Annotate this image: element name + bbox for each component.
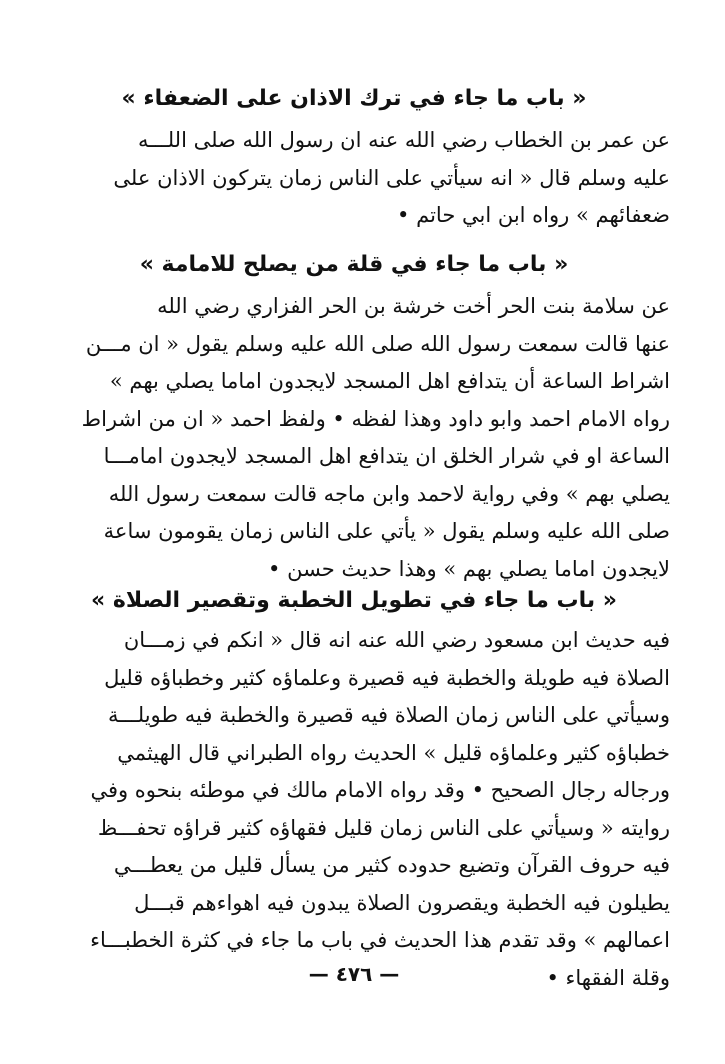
section-paragraph	[38, 122, 670, 235]
text-line: الصلاة فيه طويلة والخطبة فيه قصيرة وعلماؤه كثير وخطباؤه قليل	[104, 665, 670, 690]
text-line: اشراط الساعة أن يتدافع اهل المسجد لايجدون اماما يصلي بهم »	[109, 369, 670, 393]
text-line: وقلة الفقهاء •	[546, 965, 670, 990]
section-paragraph	[38, 288, 670, 588]
book-page	[38, 0, 670, 1064]
text-line: روايته « وسيأتي على الناس زمان قليل فقهاؤه كثير قراؤه تحفـــظ	[97, 815, 670, 840]
text-line: صلى الله عليه وسلم يقول « يأتي على الناس زمان يقومون ساعة	[103, 519, 670, 543]
text-line: عليه وسلم قال « انه سيأتي على الناس زمان يتركون الاذان على	[113, 165, 670, 190]
text-line: الساعة او في شرار الخلق ان يتدافع اهل المسجد لايجدون امامـــا	[103, 444, 670, 468]
text-line: يصلي بهم » وفي رواية لاحمد وابن ماجه قالت سمعت رسول الله	[108, 481, 670, 506]
page-number: — ٤٧٦ —	[308, 962, 400, 986]
text-line: اعمالهم » وقد تقدم هذا الحديث في باب ما جاء في كثرة الخطبـــاء	[90, 928, 670, 952]
section-heading: « باب ما جاء في ترك الاذان على الضعفاء »	[121, 86, 587, 111]
text-line: رواه الامام احمد وابو داود وهذا لفظه • ولفظ احمد « ان من اشراط	[81, 406, 670, 431]
text-line: يطيلون فيه الخطبة ويقصرون الصلاة يبدون فيه اهواءهم قبـــل	[134, 890, 670, 915]
text-line: عن سلامة بنت الحر أخت خرشة بن الحر الفزاري رضي الله	[157, 294, 670, 318]
text-line: ورجاله رجال الصحيح • وقد رواه الامام مالك في موطئه بنحوه وفي	[90, 778, 670, 802]
text-line: وسيأتي على الناس زمان الصلاة فيه قصيرة والخطبة فيه طويلـــة	[108, 703, 670, 727]
text-line: خطباؤه كثير وعلماؤه قليل » الحديث رواه الطبراني قال الهيثمي	[117, 740, 670, 765]
text-line: عن عمر بن الخطاب رضي الله عنه ان رسول الله صلى اللـــه	[138, 128, 670, 152]
text-line: فيه حروف القرآن وتضيع حدوده كثير من يسأل قليل من يعطـــي	[113, 853, 670, 877]
text-line: عنها قالت سمعت رسول الله صلى الله عليه وسلم يقول « ان مـــن	[85, 331, 670, 356]
section-paragraph	[38, 622, 670, 997]
text-line: فيه حديث ابن مسعود رضي الله عنه انه قال « انكم في زمـــان	[123, 628, 670, 652]
text-line: ضعفائهم » رواه ابن ابي حاتم •	[397, 203, 670, 227]
section-heading: « باب ما جاء في قلة من يصلح للامامة »	[139, 252, 569, 277]
text-line: لايجدون اماما يصلي بهم » وهذا حديث حسن •	[268, 556, 670, 581]
section-heading: « باب ما جاء في تطويل الخطبة وتقصير الصلاة »	[91, 588, 617, 613]
